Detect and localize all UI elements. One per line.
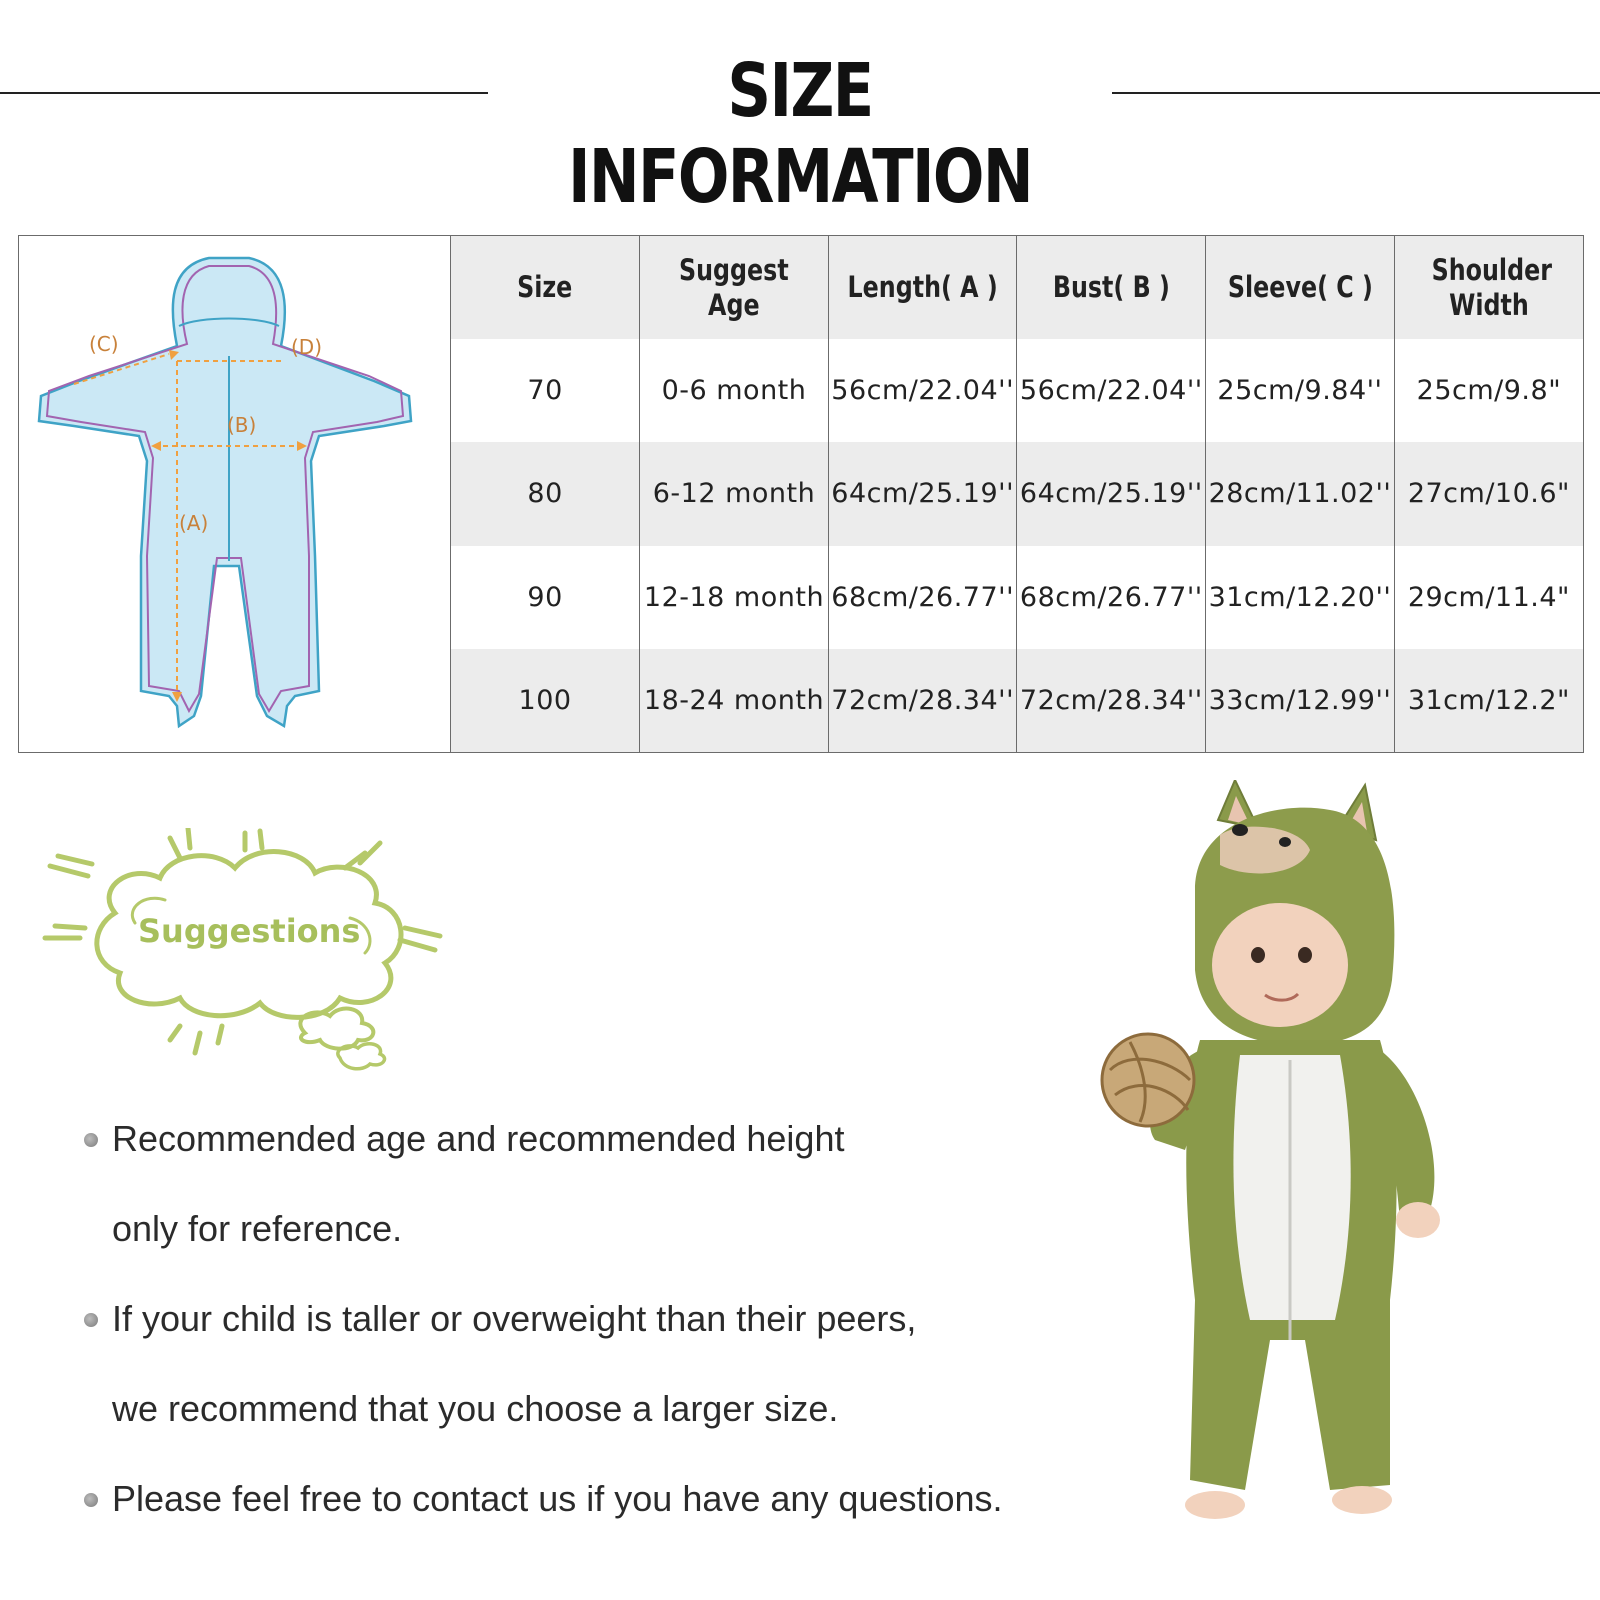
table-cell: 80 bbox=[451, 442, 640, 545]
table-cell: 29cm/11.4" bbox=[1394, 546, 1583, 649]
bullet-dot-icon bbox=[84, 1493, 98, 1507]
table-cell: 68cm/26.77'' bbox=[828, 546, 1017, 649]
table-cell: 0-6 month bbox=[640, 339, 829, 442]
baby-in-costume-photo bbox=[1100, 780, 1500, 1570]
table-cell: 72cm/28.34'' bbox=[1017, 649, 1206, 752]
table-cell: 72cm/28.34'' bbox=[828, 649, 1017, 752]
table-cell: 56cm/22.04'' bbox=[828, 339, 1017, 442]
table-cell: 28cm/11.02'' bbox=[1206, 442, 1395, 545]
diagram-label-b: (B) bbox=[227, 413, 257, 437]
suggestion-cloud-icon bbox=[40, 828, 460, 1078]
diagram-label-d: (D) bbox=[291, 335, 323, 359]
table-cell: 25cm/9.8" bbox=[1394, 339, 1583, 442]
table-row bbox=[451, 649, 1583, 752]
column-header: Size bbox=[451, 236, 640, 339]
suggestion-line: If your child is taller or overweight than their peers, bbox=[112, 1298, 917, 1339]
suggestion-line: Recommended age and recommended height bbox=[112, 1118, 845, 1159]
size-table bbox=[451, 236, 1583, 752]
table-cell: 25cm/9.84'' bbox=[1206, 339, 1395, 442]
table-cell: 68cm/26.77'' bbox=[1017, 546, 1206, 649]
title-divider-left bbox=[0, 92, 488, 94]
title-row bbox=[0, 40, 1600, 220]
table-row bbox=[451, 442, 1583, 545]
table-cell: 70 bbox=[451, 339, 640, 442]
suggestion-line: only for reference. bbox=[112, 1208, 403, 1249]
page-title: SIZE INFORMATION bbox=[567, 48, 1033, 220]
bullet-dot-icon bbox=[84, 1133, 98, 1147]
table-row bbox=[451, 546, 1583, 649]
column-header: Bust( B ) bbox=[1017, 236, 1206, 339]
column-header: Length( A ) bbox=[828, 236, 1017, 339]
column-header: Sleeve( C ) bbox=[1206, 236, 1395, 339]
table-cell: 18-24 month bbox=[640, 649, 829, 752]
table-cell: 31cm/12.2" bbox=[1394, 649, 1583, 752]
title-divider-right bbox=[1112, 92, 1600, 94]
table-cell: 12-18 month bbox=[640, 546, 829, 649]
table-cell: 56cm/22.04'' bbox=[1017, 339, 1206, 442]
table-cell: 6-12 month bbox=[640, 442, 829, 545]
column-header: Suggest Age bbox=[640, 236, 829, 339]
table-cell: 64cm/25.19'' bbox=[828, 442, 1017, 545]
romper-diagram-icon bbox=[19, 236, 450, 752]
bullet-dot-icon bbox=[84, 1313, 98, 1327]
table-cell: 100 bbox=[451, 649, 640, 752]
romper-diagram bbox=[19, 236, 451, 752]
suggestion-line: Please feel free to contact us if you have any questions. bbox=[112, 1478, 1003, 1519]
size-chart bbox=[18, 235, 1584, 753]
diagram-label-c: (C) bbox=[89, 332, 119, 356]
diagram-label-a: (A) bbox=[179, 511, 209, 535]
table-row bbox=[451, 339, 1583, 442]
suggestion-line: we recommend that you choose a larger size. bbox=[112, 1388, 839, 1429]
suggestions-title: Suggestions bbox=[138, 912, 361, 950]
table-header-row bbox=[451, 236, 1583, 339]
table-cell: 64cm/25.19'' bbox=[1017, 442, 1206, 545]
table-cell: 27cm/10.6" bbox=[1394, 442, 1583, 545]
table-cell: 31cm/12.20'' bbox=[1206, 546, 1395, 649]
column-header: Shoulder Width bbox=[1394, 236, 1583, 339]
table-cell: 90 bbox=[451, 546, 640, 649]
table-cell: 33cm/12.99'' bbox=[1206, 649, 1395, 752]
